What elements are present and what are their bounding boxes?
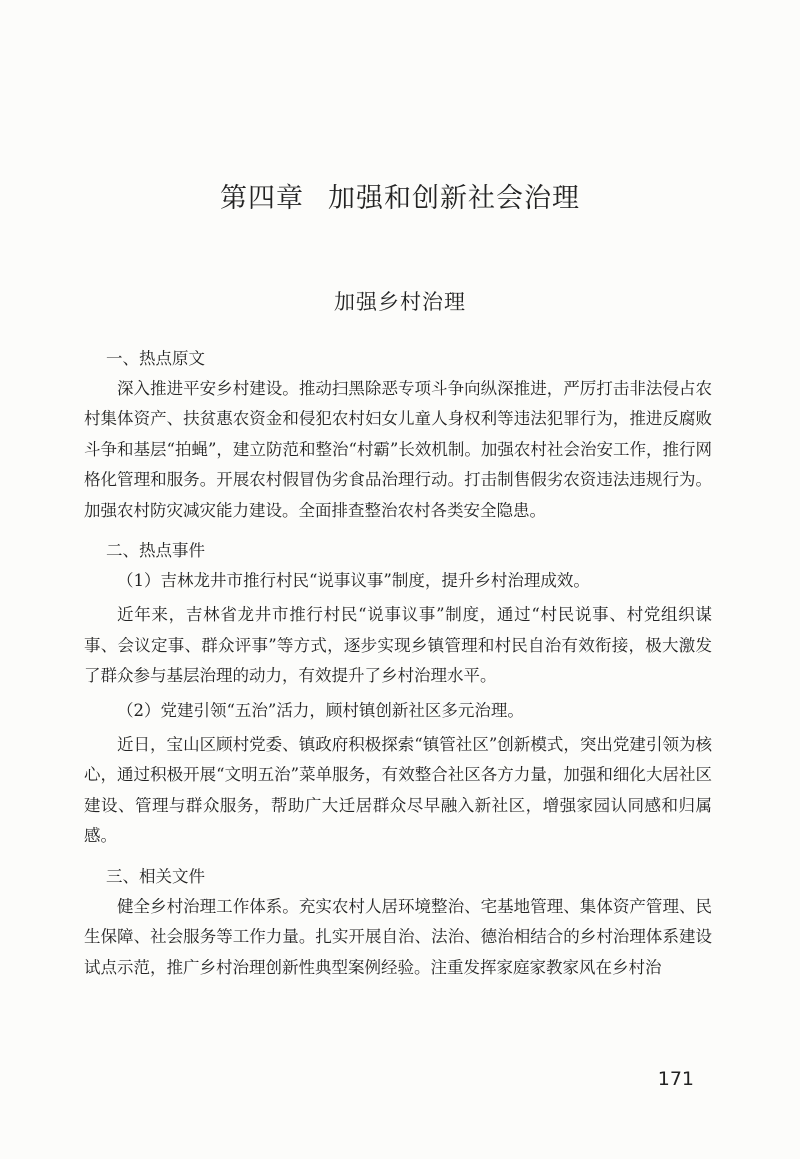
heading-hot-events: 二、热点事件 — [106, 541, 205, 561]
page-body — [84, 344, 712, 983]
heading-related-documents: 三、相关文件 — [106, 866, 205, 886]
page-number: 171 — [657, 1068, 694, 1090]
paragraph-related-documents: 健全乡村治理工作体系。充实农村人居环境整治、宅基地管理、集体资产管理、民生保障、社会服务等工作力量。扎实开展自治、法治、德治相结合的乡村治理体系建设试点示范，推广乡村治理创新性典型案例经验。注重发挥家庭家教家风在乡村治 — [84, 896, 712, 977]
paragraph-original-text: 深入推进平安乡村建设。推动扫黑除恶专项斗争向纵深推进，严厉打击非法侵占农村集体资产、扶贫惠农资金和侵犯农村妇女儿童人身权利等违法犯罪行为，推进反腐败斗争和基层“拍蝇”，建立防范和整治“村霸”长效机制。加强农村社会治安工作，推行网格化管理和服务。开展农村假冒伪劣食品治理行动。打击制售假劣农资违法违规行为。加强农村防灾减灾能力建设。全面排查整治农村各类安全隐患。 — [84, 379, 712, 520]
event-1-text: 近年来，吉林省龙井市推行村民“说事议事”制度，通过“村民说事、村党组织谋事、会议定事、群众评事”等方式，逐步实现乡镇管理和村民自治有效衔接，极大激发了群众参与基层治理的动力，有效提升了乡村治理水平。 — [84, 605, 712, 686]
event-2-text: 近日，宝山区顾村党委、镇政府积极探索“镇管社区”创新模式，突出党建引领为核心，通过积极开展“文明五治”菜单服务，有效整合社区各方力量，加强和细化大居社区建设、管理与群众服务，帮助广大迁居群众尽早融入新社区，增强家园认同感和归属感。 — [84, 735, 712, 846]
event-2-title: （2）党建引领“五治”活力，顾村镇创新社区多元治理。 — [117, 700, 524, 720]
chapter-name: 加强和创新社会治理 — [328, 183, 580, 214]
chapter-title — [0, 176, 800, 215]
heading-original-text: 一、热点原文 — [106, 349, 205, 368]
event-1-title: （1）吉林龙井市推行村民“说事议事”制度，提升乡村治理成效。 — [117, 571, 590, 591]
chapter-number: 第四章 — [220, 183, 304, 214]
section-title: 加强乡村治理 — [334, 290, 466, 314]
